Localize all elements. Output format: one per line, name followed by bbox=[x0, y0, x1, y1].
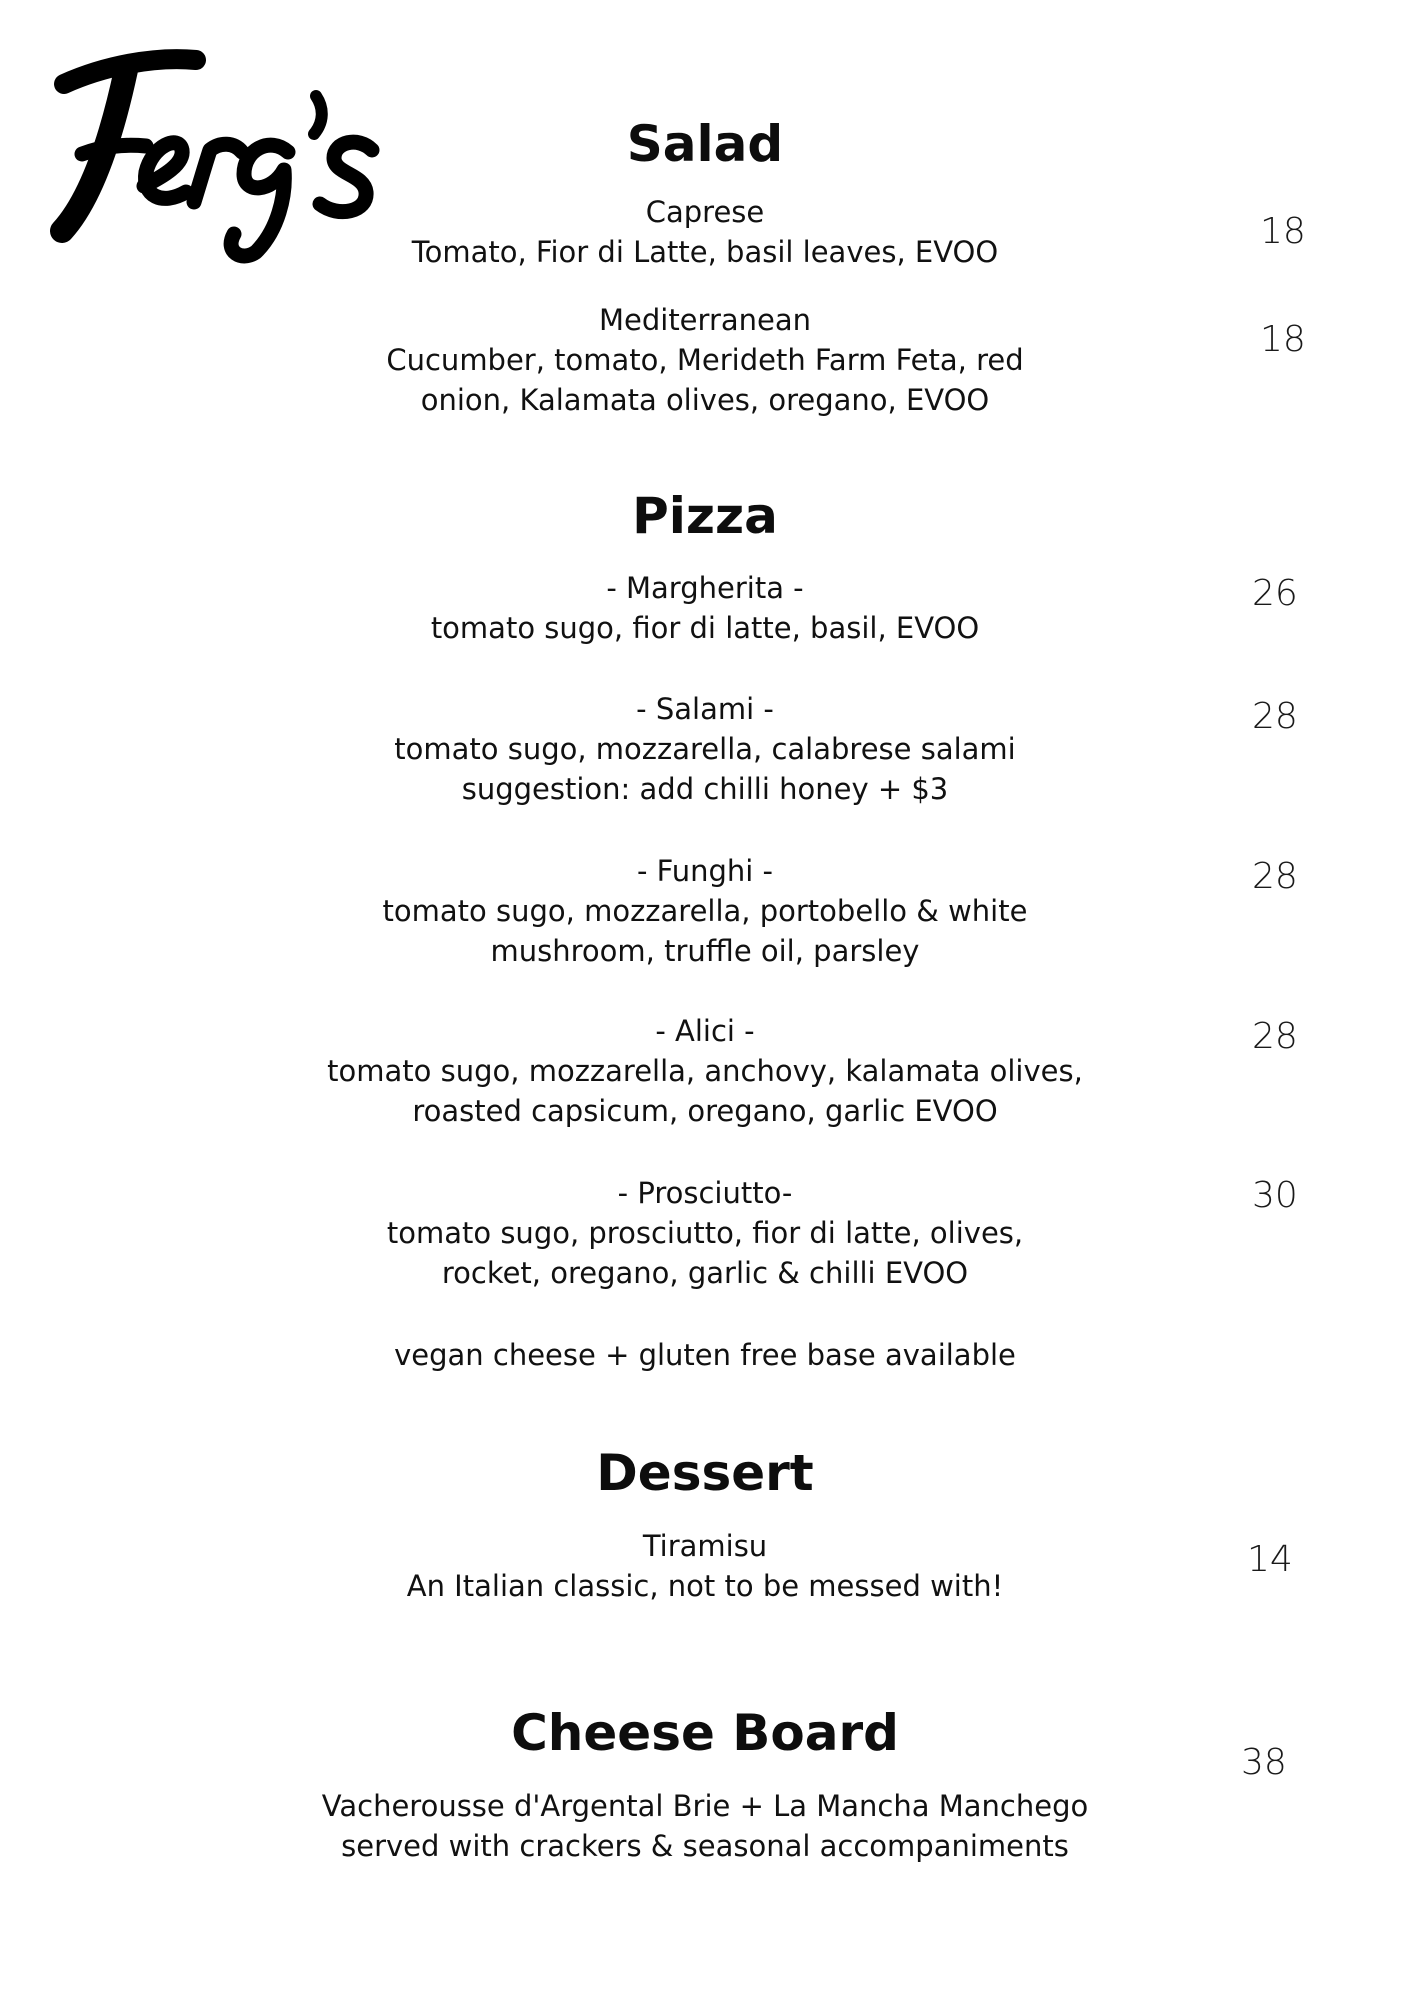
item-description: tomato sugo, prosciutto, fior di latte, olives, bbox=[386, 1216, 1024, 1250]
item-name: Caprese bbox=[645, 195, 765, 229]
item-name: - Funghi - bbox=[636, 854, 774, 888]
item-description: mushroom, truffle oil, parsley bbox=[490, 934, 920, 968]
item-description: Tomato, Fior di Latte, basil leaves, EVOO bbox=[411, 235, 999, 269]
note-text: vegan cheese + gluten free base available bbox=[394, 1338, 1016, 1372]
item-price: 18 bbox=[1260, 319, 1306, 360]
section-title-dessert: Dessert bbox=[596, 1444, 814, 1502]
item-description: Vacherousse d'Argental Brie + La Mancha Manchego bbox=[321, 1789, 1089, 1823]
item-description: onion, Kalamata olives, oregano, EVOO bbox=[420, 383, 990, 417]
item-price: 18 bbox=[1260, 211, 1306, 252]
item-description: Cucumber, tomato, Merideth Farm Feta, red bbox=[386, 343, 1024, 377]
item-description: tomato sugo, mozzarella, calabrese salami bbox=[394, 732, 1016, 766]
item-description: roasted capsicum, oregano, garlic EVOO bbox=[412, 1094, 998, 1128]
item-name: - Margherita - bbox=[606, 571, 804, 605]
item-name: - Salami - bbox=[636, 692, 774, 726]
item-name: - Prosciutto- bbox=[617, 1176, 793, 1210]
item-name: Mediterranean bbox=[598, 303, 812, 337]
pizza-dietary-note bbox=[0, 1335, 1410, 1375]
item-price: 14 bbox=[1247, 1539, 1293, 1580]
menu-item-mediterranean bbox=[0, 300, 1410, 420]
item-description: An Italian classic, not to be messed with! bbox=[406, 1569, 1004, 1603]
section-title-pizza: Pizza bbox=[632, 487, 778, 545]
item-description: served with crackers & seasonal accompaniments bbox=[341, 1829, 1069, 1863]
item-description: rocket, oregano, garlic & chilli EVOO bbox=[441, 1256, 969, 1290]
item-price: 28 bbox=[1252, 856, 1298, 897]
item-name: - Alici - bbox=[655, 1014, 755, 1048]
menu-item-caprese bbox=[0, 192, 1410, 272]
item-price: 30 bbox=[1252, 1175, 1298, 1216]
menu-item-alici bbox=[0, 1011, 1410, 1131]
section-title-cheese-board: Cheese Board bbox=[511, 1704, 899, 1762]
section-title-salad: Salad bbox=[626, 115, 784, 173]
menu-item-salami bbox=[0, 689, 1410, 809]
menu-item-margherita bbox=[0, 568, 1410, 648]
item-description: tomato sugo, mozzarella, portobello & white bbox=[382, 894, 1028, 928]
item-price: 28 bbox=[1252, 1016, 1298, 1057]
item-description: tomato sugo, fior di latte, basil, EVOO bbox=[430, 611, 980, 645]
menu-item-prosciutto bbox=[0, 1173, 1410, 1293]
item-name: Tiramisu bbox=[642, 1529, 768, 1563]
item-price: 38 bbox=[1241, 1742, 1287, 1783]
item-description: suggestion: add chilli honey + $3 bbox=[461, 772, 949, 806]
menu-item-cheese-board bbox=[0, 1786, 1410, 1866]
item-price: 26 bbox=[1252, 573, 1298, 614]
item-description: tomato sugo, mozzarella, anchovy, kalamata olives, bbox=[327, 1054, 1083, 1088]
item-price: 28 bbox=[1252, 696, 1298, 737]
menu-item-tiramisu bbox=[0, 1526, 1410, 1606]
menu-item-funghi bbox=[0, 851, 1410, 971]
